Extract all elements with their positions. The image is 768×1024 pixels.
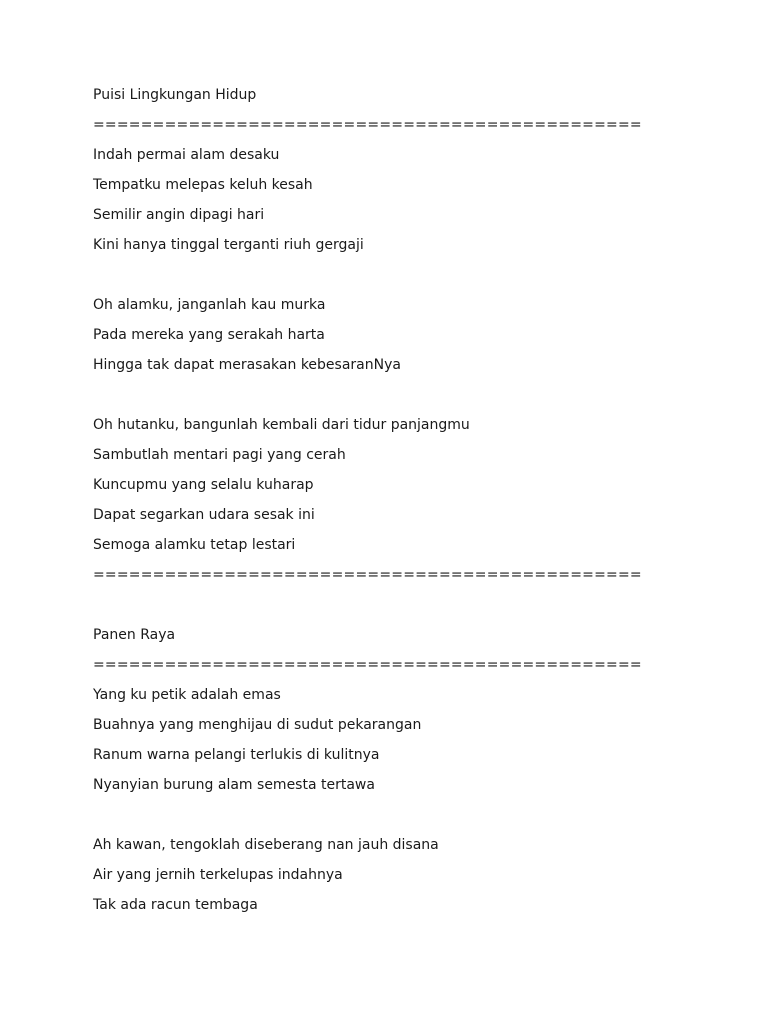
poem-title: Panen Raya <box>93 627 176 643</box>
poem-line: Ah kawan, tengoklah diseberang nan jauh disana <box>93 837 439 853</box>
poem-line: Tak ada racun tembaga <box>93 897 258 913</box>
poem-line: Semoga alamku tetap lestari <box>93 537 296 553</box>
poem-line: Dapat segarkan udara sesak ini <box>93 507 315 523</box>
stanza-gap <box>93 802 733 832</box>
poem-line: Nyanyian burung alam semesta tertawa <box>93 777 375 793</box>
section-gap <box>93 592 733 622</box>
separator-line: ============================================== <box>93 657 642 673</box>
poem-line: Indah permai alam desaku <box>93 147 280 163</box>
poem-title: Puisi Lingkungan Hidup <box>93 87 257 103</box>
poem-line: Ranum warna pelangi terlukis di kulitnya <box>93 747 380 763</box>
poem-line: Sambutlah mentari pagi yang cerah <box>93 447 346 463</box>
poem-line: Hingga tak dapat merasakan kebesaranNya <box>93 357 401 373</box>
separator-line: ============================================== <box>93 117 642 133</box>
poem-line: Tempatku melepas keluh kesah <box>93 177 313 193</box>
poem-line: Pada mereka yang serakah harta <box>93 327 325 343</box>
stanza-gap <box>93 262 733 292</box>
poem-line: Air yang jernih terkelupas indahnya <box>93 867 343 883</box>
stanza-gap <box>93 382 733 412</box>
poem-line: Oh alamku, janganlah kau murka <box>93 297 326 313</box>
poem-line: Kini hanya tinggal terganti riuh gergaji <box>93 237 364 253</box>
poem-line: Kuncupmu yang selalu kuharap <box>93 477 314 493</box>
poem-line: Semilir angin dipagi hari <box>93 207 265 223</box>
poem-text <box>93 82 733 922</box>
poem-line: Yang ku petik adalah emas <box>93 687 281 703</box>
poem-line: Oh hutanku, bangunlah kembali dari tidur panjangmu <box>93 417 470 433</box>
separator-line: ============================================== <box>93 567 642 583</box>
poem-line: Buahnya yang menghijau di sudut pekarangan <box>93 717 422 733</box>
